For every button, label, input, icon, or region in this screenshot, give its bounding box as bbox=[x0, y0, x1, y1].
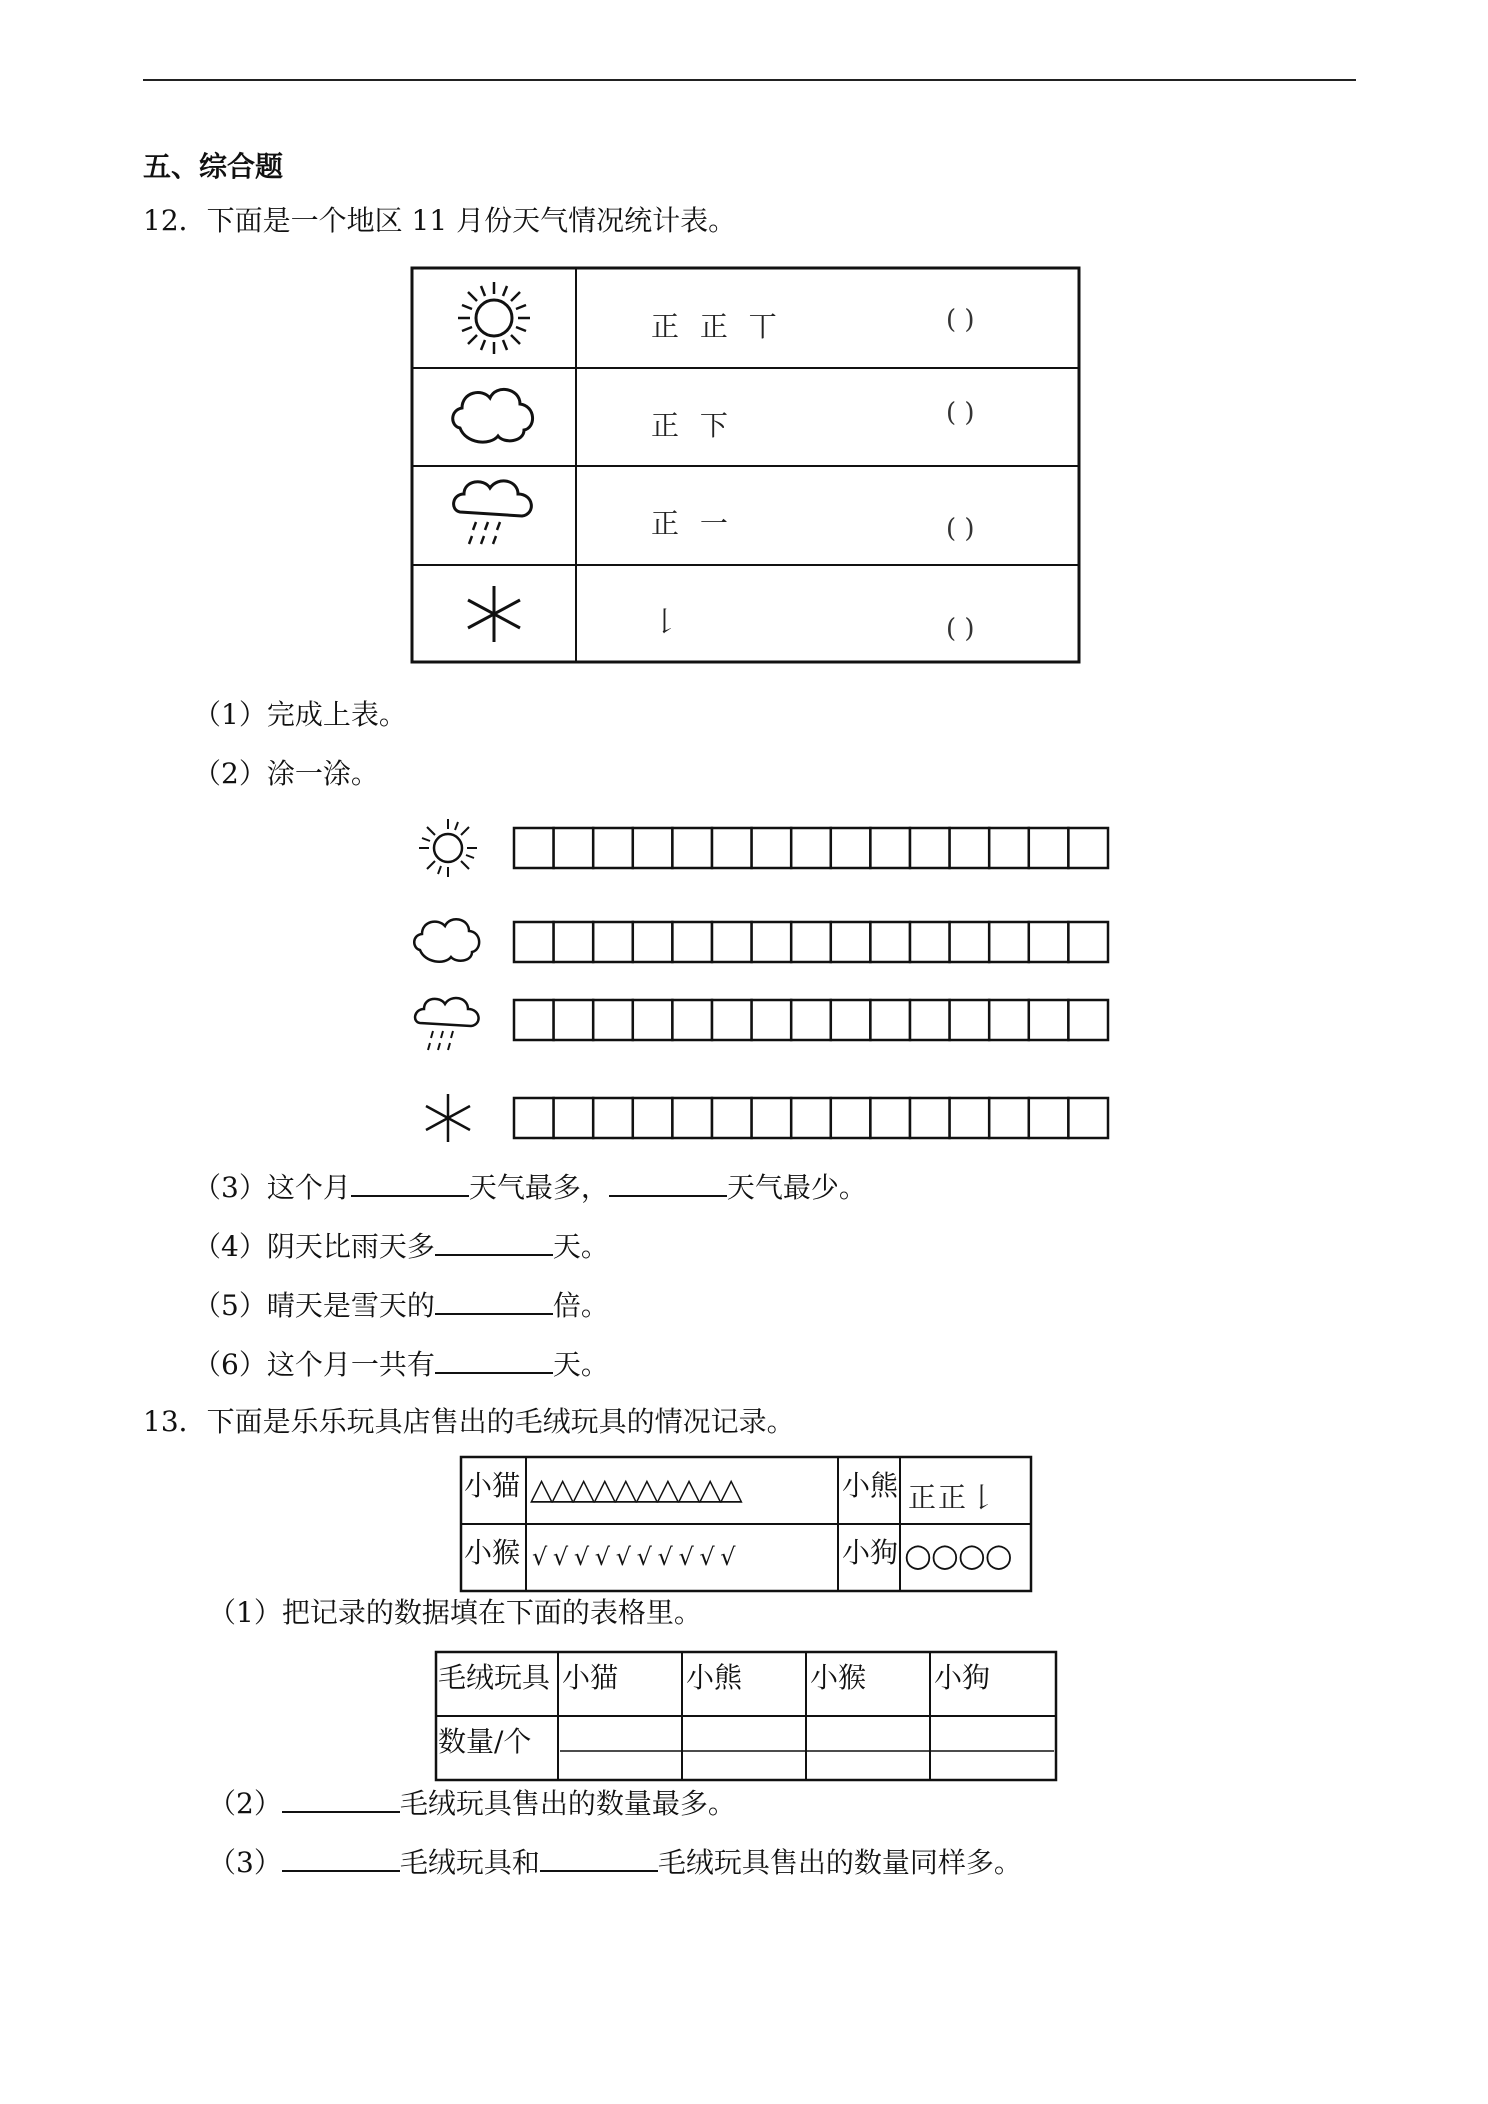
answer-blank-most[interactable] bbox=[351, 1169, 469, 1197]
grid-cell-sunny[interactable] bbox=[950, 828, 990, 868]
answer-blank-same-1[interactable] bbox=[282, 1844, 400, 1872]
sub3-suffix: 天气最少。 bbox=[726, 1171, 867, 1204]
grid-cell-cloudy[interactable] bbox=[910, 922, 950, 962]
q13-sub3-middle: 毛绒玩具和 bbox=[399, 1846, 540, 1879]
sub-question-5 bbox=[193, 1287, 609, 1324]
sub3-middle: 天气最多， bbox=[468, 1171, 609, 1204]
grid-cell-sunny[interactable] bbox=[1029, 828, 1069, 868]
grid-cell-snowy[interactable] bbox=[989, 1098, 1029, 1138]
grid-cell-rainy[interactable] bbox=[672, 1000, 712, 1040]
record-bear-tally: 正正𠄌 bbox=[908, 1481, 999, 1514]
grid-cell-snowy[interactable] bbox=[633, 1098, 673, 1138]
grid-cell-snowy[interactable] bbox=[1068, 1098, 1108, 1138]
grid-cell-sunny[interactable] bbox=[672, 828, 712, 868]
answer-blank-total[interactable] bbox=[435, 1346, 553, 1374]
answer-cell-dog[interactable] bbox=[933, 1717, 1055, 1751]
grid-cell-snowy[interactable] bbox=[831, 1098, 871, 1138]
sub-question-1: （1）完成上表。 bbox=[193, 698, 407, 731]
grid-cell-snowy[interactable] bbox=[712, 1098, 752, 1138]
grid-cell-snowy[interactable] bbox=[791, 1098, 831, 1138]
grid-cell-rainy[interactable] bbox=[950, 1000, 990, 1040]
grid-cell-cloudy[interactable] bbox=[633, 922, 673, 962]
q13-sub-question-3 bbox=[208, 1844, 1022, 1881]
grid-cell-cloudy[interactable] bbox=[1029, 922, 1069, 962]
grid-cell-rainy[interactable] bbox=[989, 1000, 1029, 1040]
table-header-toy: 毛绒玩具 bbox=[438, 1661, 551, 1694]
q13-sub2-suffix: 毛绒玩具售出的数量最多。 bbox=[399, 1787, 736, 1820]
grid-cell-cloudy[interactable] bbox=[791, 922, 831, 962]
grid-cell-rainy[interactable] bbox=[791, 1000, 831, 1040]
answer-cell-cat[interactable] bbox=[561, 1717, 683, 1751]
grid-cell-rainy[interactable] bbox=[633, 1000, 673, 1040]
grid-rain-cloud-icon bbox=[415, 998, 478, 1050]
coloring-grid bbox=[410, 808, 1110, 1153]
header-rule bbox=[143, 79, 1356, 81]
grid-cell-sunny[interactable] bbox=[752, 828, 792, 868]
grid-cell-snowy[interactable] bbox=[870, 1098, 910, 1138]
tally-snowy: 𠄌 bbox=[651, 605, 686, 638]
table-header-cat: 小猫 bbox=[562, 1661, 619, 1694]
tally-rainy: 正 一 bbox=[651, 507, 734, 540]
grid-cell-rainy[interactable] bbox=[870, 1000, 910, 1040]
q13-sub2-prefix: （2） bbox=[208, 1787, 282, 1820]
grid-cloud-icon bbox=[414, 919, 479, 961]
grid-cell-sunny[interactable] bbox=[1068, 828, 1108, 868]
question-text: 下面是一个地区 11 月份天气情况统计表。 bbox=[206, 204, 737, 237]
grid-cell-cloudy[interactable] bbox=[989, 922, 1029, 962]
grid-cell-sunny[interactable] bbox=[910, 828, 950, 868]
answer-blank-least[interactable] bbox=[609, 1169, 727, 1197]
grid-cell-sunny[interactable] bbox=[831, 828, 871, 868]
grid-rows bbox=[514, 828, 1108, 1138]
grid-cell-cloudy[interactable] bbox=[1068, 922, 1108, 962]
table-header-bear: 小熊 bbox=[686, 1661, 743, 1694]
grid-cell-cloudy[interactable] bbox=[752, 922, 792, 962]
grid-cell-rainy[interactable] bbox=[910, 1000, 950, 1040]
grid-cell-rainy[interactable] bbox=[593, 1000, 633, 1040]
sub6-prefix: （6）这个月一共有 bbox=[193, 1348, 435, 1381]
grid-cell-snowy[interactable] bbox=[752, 1098, 792, 1138]
grid-cell-snowy[interactable] bbox=[593, 1098, 633, 1138]
grid-cell-snowy[interactable] bbox=[554, 1098, 594, 1138]
rain-cloud-icon bbox=[454, 481, 532, 544]
sub6-suffix: 天。 bbox=[552, 1348, 609, 1381]
grid-cell-rainy[interactable] bbox=[831, 1000, 871, 1040]
tally-sunny: 正 正 丅 bbox=[651, 310, 783, 343]
sub4-suffix: 天。 bbox=[552, 1230, 609, 1263]
sub-question-4 bbox=[193, 1228, 609, 1265]
question-text: 下面是乐乐玩具店售出的毛绒玩具的情况记录。 bbox=[206, 1405, 795, 1438]
sun-icon bbox=[458, 282, 530, 354]
record-bear-label: 小熊 bbox=[842, 1469, 899, 1502]
sub-question-2: （2）涂一涂。 bbox=[193, 757, 379, 790]
grid-cell-cloudy[interactable] bbox=[831, 922, 871, 962]
record-dog-marks: ○○○○ bbox=[904, 1536, 1012, 1574]
sub-question-3 bbox=[193, 1169, 867, 1206]
record-monkey-marks: √ √ √ √ √ √ √ √ √ √ bbox=[532, 1543, 735, 1571]
grid-cell-snowy[interactable] bbox=[910, 1098, 950, 1138]
grid-cell-cloudy[interactable] bbox=[672, 922, 712, 962]
grid-cell-rainy[interactable] bbox=[1029, 1000, 1069, 1040]
grid-cell-sunny[interactable] bbox=[989, 828, 1029, 868]
q13-sub-question-2 bbox=[208, 1785, 736, 1822]
table-row-label: 数量/个 bbox=[438, 1725, 532, 1758]
grid-cell-snowy[interactable] bbox=[950, 1098, 990, 1138]
grid-cell-rainy[interactable] bbox=[752, 1000, 792, 1040]
grid-cell-sunny[interactable] bbox=[870, 828, 910, 868]
sub5-prefix: （5）晴天是雪天的 bbox=[193, 1289, 435, 1322]
grid-cell-sunny[interactable] bbox=[633, 828, 673, 868]
section-title: 五、综合题 bbox=[143, 150, 284, 183]
sub-question-6 bbox=[193, 1346, 609, 1383]
grid-cell-rainy[interactable] bbox=[514, 1000, 554, 1040]
question-number: 13． bbox=[143, 1405, 207, 1438]
grid-cell-sunny[interactable] bbox=[554, 828, 594, 868]
record-cat-label: 小猫 bbox=[464, 1469, 521, 1502]
grid-cell-cloudy[interactable] bbox=[950, 922, 990, 962]
grid-cell-cloudy[interactable] bbox=[593, 922, 633, 962]
answer-cell-monkey[interactable] bbox=[809, 1717, 931, 1751]
cloud-icon bbox=[453, 389, 533, 442]
answer-blank-multiple[interactable] bbox=[435, 1287, 553, 1315]
grid-cell-sunny[interactable] bbox=[712, 828, 752, 868]
grid-cell-sunny[interactable] bbox=[791, 828, 831, 868]
record-monkey-label: 小猴 bbox=[464, 1536, 521, 1569]
grid-cell-sunny[interactable] bbox=[593, 828, 633, 868]
grid-cell-sunny[interactable] bbox=[514, 828, 554, 868]
question-number: 12． bbox=[143, 204, 207, 237]
snowflake-icon bbox=[468, 586, 520, 642]
question-12 bbox=[143, 203, 736, 239]
grid-cell-snowy[interactable] bbox=[1029, 1098, 1069, 1138]
record-cat-marks: △△△△△△△△△△ bbox=[530, 1472, 741, 1507]
grid-cell-rainy[interactable] bbox=[554, 1000, 594, 1040]
sub5-suffix: 倍。 bbox=[552, 1289, 609, 1322]
grid-cell-snowy[interactable] bbox=[514, 1098, 554, 1138]
grid-snowflake-icon bbox=[426, 1094, 470, 1142]
tally-cloudy: 正 下 bbox=[651, 409, 734, 442]
q13-sub-question-1: （1）把记录的数据填在下面的表格里。 bbox=[208, 1596, 702, 1629]
record-dog-label: 小狗 bbox=[842, 1536, 899, 1569]
grid-cell-rainy[interactable] bbox=[712, 1000, 752, 1040]
grid-cell-cloudy[interactable] bbox=[554, 922, 594, 962]
grid-cell-rainy[interactable] bbox=[1068, 1000, 1108, 1040]
answer-paren-rainy[interactable]: ( ) bbox=[946, 514, 975, 544]
table-header-dog: 小狗 bbox=[934, 1661, 991, 1694]
answer-blank-difference[interactable] bbox=[435, 1228, 553, 1256]
answer-blank-same-2[interactable] bbox=[540, 1844, 658, 1872]
grid-cell-cloudy[interactable] bbox=[870, 922, 910, 962]
grid-sun-icon bbox=[419, 819, 477, 877]
q13-sub3-suffix: 毛绒玩具售出的数量同样多。 bbox=[657, 1846, 1022, 1879]
table-header-monkey: 小猴 bbox=[810, 1661, 867, 1694]
q13-sub3-prefix: （3） bbox=[208, 1846, 282, 1879]
sub4-prefix: （4）阴天比雨天多 bbox=[193, 1230, 435, 1263]
answer-paren-cloudy[interactable]: ( ) bbox=[946, 398, 975, 428]
answer-paren-sunny[interactable]: ( ) bbox=[946, 305, 975, 335]
answer-paren-snowy[interactable]: ( ) bbox=[946, 614, 975, 644]
answer-cell-bear[interactable] bbox=[685, 1717, 807, 1751]
answer-blank-most-sold[interactable] bbox=[282, 1785, 400, 1813]
grid-cell-cloudy[interactable] bbox=[712, 922, 752, 962]
grid-cell-cloudy[interactable] bbox=[514, 922, 554, 962]
sub3-prefix: （3）这个月 bbox=[193, 1171, 351, 1204]
question-13 bbox=[143, 1404, 795, 1440]
grid-cell-snowy[interactable] bbox=[672, 1098, 712, 1138]
